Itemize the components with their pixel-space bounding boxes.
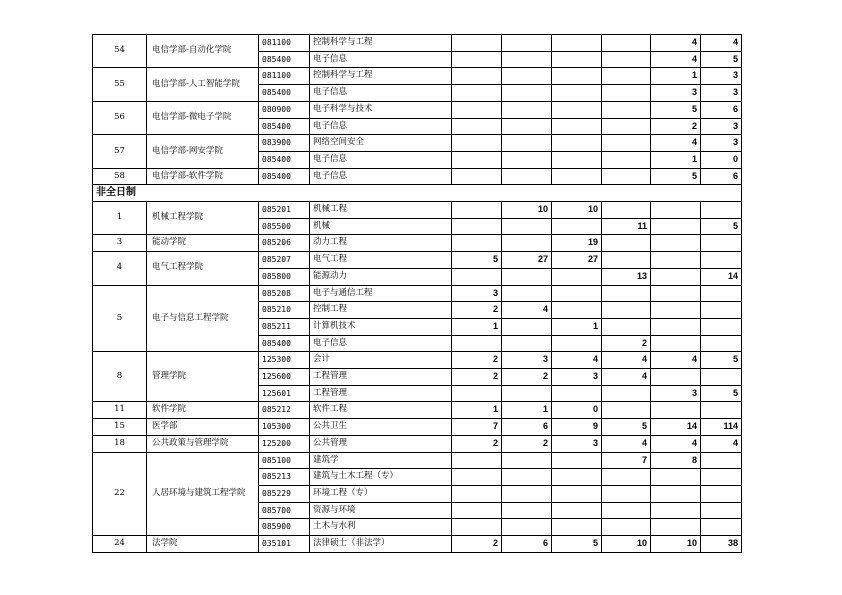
quota-cell: [602, 302, 651, 319]
major-code: 085211: [259, 318, 310, 335]
major-name: 控制工程: [310, 302, 452, 319]
quota-cell: [552, 85, 602, 102]
major-name: 公共管理: [310, 435, 452, 452]
row-number: 57: [93, 135, 147, 168]
quota-cell: [602, 252, 651, 269]
major-name: 资源与环境: [310, 502, 452, 519]
quota-cell: 5: [651, 168, 701, 185]
major-code: 125601: [259, 385, 310, 402]
table-row: [93, 168, 742, 185]
quota-cell: 27: [552, 252, 602, 269]
major-name: 电子信息: [310, 168, 452, 185]
department-name: 电子与信息工程学院: [147, 285, 259, 352]
quota-cell: [502, 85, 552, 102]
quota-cell: [552, 151, 602, 168]
quota-cell: 1: [452, 318, 502, 335]
major-code: 085700: [259, 502, 310, 519]
department-name: 电气工程学院: [147, 252, 259, 285]
major-code: 125300: [259, 352, 310, 369]
quota-cell: [552, 118, 602, 135]
quota-cell: [651, 268, 701, 285]
quota-cell: [651, 469, 701, 486]
quota-cell: 11: [602, 218, 651, 235]
major-code: 085210: [259, 302, 310, 319]
quota-cell: [452, 85, 502, 102]
major-code: 085206: [259, 235, 310, 252]
department-name: 管理学院: [147, 352, 259, 402]
major-code: 083900: [259, 135, 310, 152]
quota-cell: 2: [452, 352, 502, 369]
quota-cell: [602, 101, 651, 118]
major-code: 081100: [259, 68, 310, 85]
quota-cell: [552, 485, 602, 502]
quota-cell: 1: [502, 402, 552, 419]
quota-cell: [502, 469, 552, 486]
quota-cell: [651, 218, 701, 235]
fulltime-rows: [93, 35, 742, 185]
major-name: 工程管理: [310, 369, 452, 386]
quota-cell: [651, 369, 701, 386]
quota-cell: 2: [452, 536, 502, 553]
major-name: 建筑与土木工程（专）: [310, 469, 452, 486]
quota-cell: [452, 469, 502, 486]
table-row: [93, 419, 742, 436]
row-number: 15: [93, 419, 147, 436]
quota-cell: 4: [602, 369, 651, 386]
quota-cell: [701, 369, 742, 386]
major-name: 能源动力: [310, 268, 452, 285]
quota-cell: [602, 485, 651, 502]
table-row: [93, 101, 742, 118]
quota-cell: 10: [502, 202, 552, 219]
quota-cell: [651, 485, 701, 502]
quota-cell: 4: [651, 35, 701, 52]
row-number: 11: [93, 402, 147, 419]
quota-cell: [502, 68, 552, 85]
quota-cell: [602, 519, 651, 536]
quota-cell: [452, 519, 502, 536]
quota-cell: [502, 268, 552, 285]
quota-cell: [502, 235, 552, 252]
quota-cell: [502, 519, 552, 536]
quota-cell: [452, 51, 502, 68]
row-number: 8: [93, 352, 147, 402]
table-row: [93, 285, 742, 302]
major-code: 105300: [259, 419, 310, 436]
department-name: 电信学部-软件学院: [147, 168, 259, 185]
row-number: 3: [93, 235, 147, 252]
major-name: 电子信息: [310, 85, 452, 102]
major-name: 建筑学: [310, 452, 452, 469]
quota-cell: [651, 285, 701, 302]
major-code: 085400: [259, 151, 310, 168]
major-code: 085208: [259, 285, 310, 302]
quota-cell: [701, 502, 742, 519]
quota-cell: 3: [701, 85, 742, 102]
quota-cell: [701, 485, 742, 502]
quota-cell: [502, 385, 552, 402]
quota-cell: [452, 485, 502, 502]
major-code: 085201: [259, 202, 310, 219]
quota-cell: [602, 385, 651, 402]
section-label: 非全日制: [93, 185, 742, 202]
quota-cell: 6: [502, 536, 552, 553]
quota-cell: [452, 168, 502, 185]
table-row: [93, 235, 742, 252]
quota-cell: 1: [452, 402, 502, 419]
quota-cell: 5: [651, 101, 701, 118]
quota-cell: [502, 51, 552, 68]
quota-cell: 6: [701, 168, 742, 185]
row-number: 18: [93, 435, 147, 452]
major-code: 125200: [259, 435, 310, 452]
quota-cell: 4: [651, 352, 701, 369]
quota-cell: 3: [701, 118, 742, 135]
quota-cell: [602, 68, 651, 85]
quota-cell: [452, 35, 502, 52]
quota-cell: [602, 235, 651, 252]
quota-cell: [502, 502, 552, 519]
quota-cell: 7: [452, 419, 502, 436]
major-name: 控制科学与工程: [310, 35, 452, 52]
quota-cell: 5: [701, 51, 742, 68]
quota-cell: 1: [651, 151, 701, 168]
table-row: [93, 135, 742, 152]
quota-cell: 2: [502, 435, 552, 452]
quota-cell: 3: [502, 352, 552, 369]
quota-cell: 4: [701, 435, 742, 452]
quota-cell: [651, 302, 701, 319]
quota-cell: [552, 268, 602, 285]
quota-cell: [502, 335, 552, 352]
row-number: 56: [93, 101, 147, 134]
major-code: 085229: [259, 485, 310, 502]
quota-cell: 10: [602, 536, 651, 553]
major-name: 工程管理: [310, 385, 452, 402]
major-name: 法律硕士（非法学）: [310, 536, 452, 553]
quota-cell: [602, 285, 651, 302]
quota-cell: 13: [602, 268, 651, 285]
quota-cell: 5: [701, 352, 742, 369]
quota-cell: [701, 285, 742, 302]
row-number: 54: [93, 35, 147, 68]
quota-cell: [701, 335, 742, 352]
quota-cell: [452, 385, 502, 402]
major-name: 土木与水利: [310, 519, 452, 536]
table-row: [93, 68, 742, 85]
major-name: 电子科学与技术: [310, 101, 452, 118]
department-name: 能动学院: [147, 235, 259, 252]
quota-cell: 2: [602, 335, 651, 352]
table-row: [93, 452, 742, 469]
table-row: [93, 402, 742, 419]
major-code: 085500: [259, 218, 310, 235]
quota-cell: 0: [701, 151, 742, 168]
department-name: 机械工程学院: [147, 202, 259, 235]
row-number: 24: [93, 536, 147, 553]
quota-cell: [651, 335, 701, 352]
major-code: 085207: [259, 252, 310, 269]
major-name: 电子信息: [310, 335, 452, 352]
major-name: 软件工程: [310, 402, 452, 419]
quota-cell: [552, 285, 602, 302]
quota-cell: [552, 135, 602, 152]
quota-cell: [651, 202, 701, 219]
major-code: 085400: [259, 51, 310, 68]
quota-cell: [651, 235, 701, 252]
quota-cell: 3: [651, 85, 701, 102]
quota-cell: 4: [651, 51, 701, 68]
quota-cell: [452, 452, 502, 469]
quota-cell: [452, 218, 502, 235]
quota-cell: [502, 218, 552, 235]
quota-cell: 38: [701, 536, 742, 553]
quota-cell: [502, 485, 552, 502]
quota-cell: [651, 318, 701, 335]
quota-cell: [651, 252, 701, 269]
quota-cell: 114: [701, 419, 742, 436]
quota-cell: [502, 135, 552, 152]
major-name: 电子信息: [310, 51, 452, 68]
major-code: 085400: [259, 118, 310, 135]
quota-cell: [502, 101, 552, 118]
quota-cell: [651, 402, 701, 419]
row-number: 4: [93, 252, 147, 285]
table-row: [93, 252, 742, 269]
quota-cell: [701, 469, 742, 486]
quota-cell: 4: [602, 435, 651, 452]
quota-cell: [701, 402, 742, 419]
major-name: 计算机技术: [310, 318, 452, 335]
section-row: [93, 185, 742, 202]
quota-cell: [452, 68, 502, 85]
department-name: 法学院: [147, 536, 259, 553]
row-number: 5: [93, 285, 147, 352]
quota-cell: [502, 118, 552, 135]
department-name: 电信学部-微电子学院: [147, 101, 259, 134]
major-code: 085400: [259, 168, 310, 185]
admission-table: [92, 34, 742, 553]
quota-cell: [602, 318, 651, 335]
major-code: 085900: [259, 519, 310, 536]
parttime-rows: [93, 202, 742, 553]
quota-cell: 2: [651, 118, 701, 135]
quota-cell: [452, 502, 502, 519]
major-name: 会计: [310, 352, 452, 369]
department-name: 软件学院: [147, 402, 259, 419]
quota-cell: [502, 318, 552, 335]
quota-cell: [701, 252, 742, 269]
quota-cell: [552, 218, 602, 235]
quota-cell: [701, 318, 742, 335]
quota-cell: [552, 469, 602, 486]
quota-cell: [452, 268, 502, 285]
quota-cell: 4: [552, 352, 602, 369]
quota-cell: [502, 151, 552, 168]
row-number: 55: [93, 68, 147, 101]
quota-cell: 3: [701, 68, 742, 85]
major-name: 电气工程: [310, 252, 452, 269]
table-row: [93, 435, 742, 452]
quota-cell: [452, 335, 502, 352]
quota-cell: 19: [552, 235, 602, 252]
major-name: 电子信息: [310, 118, 452, 135]
major-name: 环境工程（专）: [310, 485, 452, 502]
quota-cell: 1: [651, 68, 701, 85]
quota-cell: [701, 302, 742, 319]
quota-cell: 14: [701, 268, 742, 285]
major-code: 125600: [259, 369, 310, 386]
table-row: [93, 536, 742, 553]
quota-cell: [701, 235, 742, 252]
quota-cell: 2: [452, 369, 502, 386]
quota-cell: [552, 302, 602, 319]
quota-cell: [552, 168, 602, 185]
major-code: 081100: [259, 35, 310, 52]
major-code: 085100: [259, 452, 310, 469]
quota-cell: [651, 502, 701, 519]
major-name: 网络空间安全: [310, 135, 452, 152]
department-name: 人居环境与建筑工程学院: [147, 452, 259, 536]
quota-cell: [552, 101, 602, 118]
table-row: [93, 352, 742, 369]
quota-cell: 6: [701, 101, 742, 118]
quota-cell: 14: [651, 419, 701, 436]
quota-cell: [452, 118, 502, 135]
quota-cell: [602, 135, 651, 152]
quota-cell: [602, 168, 651, 185]
quota-cell: 9: [552, 419, 602, 436]
quota-cell: [602, 469, 651, 486]
quota-cell: 8: [651, 452, 701, 469]
quota-cell: 0: [552, 402, 602, 419]
quota-cell: [602, 118, 651, 135]
table-row: [93, 35, 742, 52]
quota-cell: 3: [452, 285, 502, 302]
quota-cell: [602, 202, 651, 219]
quota-cell: [602, 151, 651, 168]
quota-cell: 3: [651, 385, 701, 402]
quota-cell: [502, 35, 552, 52]
quota-cell: [452, 135, 502, 152]
major-code: 085400: [259, 335, 310, 352]
quota-cell: 5: [701, 218, 742, 235]
quota-cell: [452, 101, 502, 118]
quota-cell: 2: [452, 435, 502, 452]
department-name: 公共政策与管理学院: [147, 435, 259, 452]
quota-cell: [552, 452, 602, 469]
quota-cell: 6: [502, 419, 552, 436]
major-code: 085800: [259, 268, 310, 285]
quota-cell: [552, 519, 602, 536]
quota-cell: [701, 519, 742, 536]
quota-cell: [701, 452, 742, 469]
quota-cell: 1: [552, 318, 602, 335]
quota-cell: 10: [552, 202, 602, 219]
quota-cell: [452, 151, 502, 168]
row-number: 58: [93, 168, 147, 185]
quota-cell: [651, 519, 701, 536]
quota-cell: 4: [651, 435, 701, 452]
major-code: 080900: [259, 101, 310, 118]
major-code: 035101: [259, 536, 310, 553]
department-name: 电信学部-自动化学院: [147, 35, 259, 68]
major-name: 电子信息: [310, 151, 452, 168]
quota-cell: 5: [701, 385, 742, 402]
quota-cell: 10: [651, 536, 701, 553]
quota-cell: 4: [602, 352, 651, 369]
quota-cell: 4: [701, 35, 742, 52]
quota-cell: [602, 51, 651, 68]
quota-cell: [452, 202, 502, 219]
quota-cell: [701, 202, 742, 219]
quota-cell: 4: [651, 135, 701, 152]
row-number: 22: [93, 452, 147, 536]
quota-cell: [552, 68, 602, 85]
quota-cell: [602, 402, 651, 419]
quota-cell: [602, 35, 651, 52]
major-name: 电子与通信工程: [310, 285, 452, 302]
major-name: 机械工程: [310, 202, 452, 219]
quota-cell: 5: [552, 536, 602, 553]
quota-cell: 3: [701, 135, 742, 152]
quota-cell: [502, 285, 552, 302]
major-name: 控制科学与工程: [310, 68, 452, 85]
row-number: 1: [93, 202, 147, 235]
major-name: 公共卫生: [310, 419, 452, 436]
quota-cell: [502, 168, 552, 185]
quota-cell: 2: [502, 369, 552, 386]
quota-cell: 2: [452, 302, 502, 319]
table-row: [93, 202, 742, 219]
quota-cell: 7: [602, 452, 651, 469]
quota-cell: [552, 51, 602, 68]
department-name: 电信学部-网安学院: [147, 135, 259, 168]
major-name: 机械: [310, 218, 452, 235]
department-name: 医学部: [147, 419, 259, 436]
department-name: 电信学部-人工智能学院: [147, 68, 259, 101]
quota-cell: [602, 502, 651, 519]
major-code: 085400: [259, 85, 310, 102]
major-code: 085213: [259, 469, 310, 486]
quota-cell: 3: [552, 435, 602, 452]
quota-cell: 4: [502, 302, 552, 319]
quota-cell: [552, 502, 602, 519]
quota-cell: [502, 452, 552, 469]
quota-cell: [552, 385, 602, 402]
quota-cell: [552, 335, 602, 352]
quota-cell: 5: [602, 419, 651, 436]
major-code: 085212: [259, 402, 310, 419]
quota-cell: [602, 85, 651, 102]
quota-cell: 27: [502, 252, 552, 269]
quota-cell: [552, 35, 602, 52]
quota-cell: 3: [552, 369, 602, 386]
major-name: 动力工程: [310, 235, 452, 252]
quota-cell: 5: [452, 252, 502, 269]
quota-cell: [452, 235, 502, 252]
